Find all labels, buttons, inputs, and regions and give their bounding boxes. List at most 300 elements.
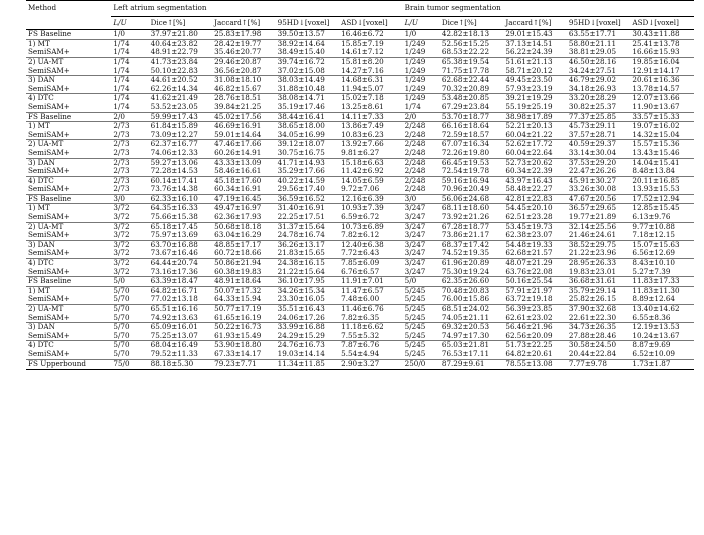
- method-cell: FS Upperbound: [26, 359, 111, 370]
- la-asd-cell: 15.85±7.19: [339, 39, 403, 48]
- bt-lu-cell: 1/249: [403, 39, 440, 48]
- la-asd-cell: 6.76±6.57: [341, 267, 380, 276]
- la-dice-cell: 63.70±16.88: [149, 240, 213, 249]
- bt-jaccard-cell: 60.04±21.22: [505, 130, 553, 139]
- method-cell: 1) MT: [26, 204, 111, 213]
- bt-asd-cell: 8.43±10.10: [630, 259, 694, 268]
- la-jaccard-cell: 79.23±7.71: [212, 359, 276, 370]
- la-lu-cell: 2/73: [111, 176, 148, 185]
- bt-hd95-cell: 40.59±29.37: [567, 140, 631, 149]
- bt-hd95-cell: 37.90±32.68: [567, 305, 631, 314]
- la-jaccard-cell: 25.83±17.98: [212, 30, 276, 40]
- bt-dice-cell: 72.59±18.57: [441, 130, 490, 139]
- la-dice-header: Dice↑[%]: [150, 17, 186, 27]
- method-cell: SemiSAM+: [28, 331, 70, 340]
- bt-asd-cell: 6.13±9.76: [632, 213, 671, 222]
- table-row: [26, 158, 694, 167]
- bt-jaccard-cell: 60.34±22.39: [505, 167, 553, 176]
- bt-lu-cell: 3/247: [403, 222, 440, 231]
- bt-jaccard-cell: 52.21±20.13: [503, 122, 567, 131]
- la-dice-cell: 75.25±13.07: [150, 331, 198, 340]
- la-hd95-cell: 36.26±13.17: [276, 240, 340, 249]
- la-jaccard-cell: 59.01±14.64: [214, 130, 262, 139]
- group-header-row: [26, 1, 694, 17]
- bt-asd-cell: 13.43±15.46: [632, 148, 680, 157]
- bt-hd95-cell: 32.14±25.56: [567, 222, 631, 231]
- bt-dice-cell: 65.38±19.54: [440, 57, 504, 66]
- bt-asd-cell: 13.78±14.57: [632, 84, 680, 93]
- la-asd-header: ASD↓[voxel]: [341, 17, 388, 27]
- la-asd-cell: 2.90±3.27: [339, 359, 403, 370]
- bt-hd95-cell: 77.37±25.85: [567, 112, 631, 122]
- bt-asd-cell: 11.83±17.33: [630, 277, 694, 287]
- bt-jaccard-cell: 49.45±23.50: [503, 76, 567, 85]
- table-row: [26, 67, 694, 76]
- bt-asd-cell: 19.85±16.04: [630, 57, 694, 66]
- table-row: [26, 332, 694, 341]
- la-hd95-cell: 21.83±15.65: [277, 249, 325, 258]
- la-dice-cell: 73.09±12.27: [150, 130, 198, 139]
- la-jaccard-cell: 36.56±20.87: [214, 66, 262, 75]
- bt-lu-cell: 2/248: [403, 158, 440, 167]
- table-row: [26, 240, 694, 249]
- la-dice-cell: 74.06±12.33: [150, 148, 198, 157]
- bt-dice-cell: 67.29±23.84: [441, 102, 490, 111]
- la-dice-cell: 50.10±22.83: [150, 66, 198, 75]
- la-lu-cell: 3/72: [111, 204, 148, 213]
- bt-hd95-cell: 34.73±26.35: [567, 323, 631, 332]
- bt-hd95-cell: 47.67±20.56: [567, 194, 631, 204]
- bt-asd-cell: 15.57±15.36: [630, 140, 694, 149]
- la-lu-cell: 3/72: [111, 240, 148, 249]
- la-dice-cell: 53.52±23.05: [150, 102, 198, 111]
- table-row: [26, 76, 694, 85]
- table-row: [26, 122, 694, 131]
- la-hd95-cell: 24.78±16.74: [277, 231, 325, 240]
- bt-asd-header: ASD↓[voxel]: [632, 17, 679, 27]
- la-hd95-cell: 11.34±11.85: [276, 359, 340, 370]
- table-row: [26, 204, 694, 213]
- table-row: [26, 176, 694, 185]
- la-hd95-cell: 38.92±14.64: [276, 39, 340, 48]
- la-jaccard-cell: 48.85±17.17: [212, 240, 276, 249]
- bt-jaccard-cell: 50.16±25.54: [503, 277, 567, 287]
- bt-hd95-cell: 45.73±29.11: [567, 122, 631, 131]
- la-dice-cell: 75.66±15.38: [150, 213, 198, 222]
- la-jaccard-cell: 31.08±18.10: [212, 76, 276, 85]
- la-asd-cell: 14.27±7.16: [341, 66, 384, 75]
- method-cell: SemiSAM+: [28, 295, 70, 304]
- bt-asd-cell: 11.90±13.67: [632, 102, 680, 111]
- brain-tumor-title: Brain tumor segmentation: [403, 1, 694, 17]
- method-cell: FS Baseline: [26, 277, 111, 287]
- la-asd-cell: 14.11±7.33: [339, 112, 403, 122]
- bt-lu-cell: 1/249: [403, 76, 440, 85]
- bt-asd-cell: 6.52±10.09: [632, 349, 675, 358]
- la-asd-cell: 5.54±4.94: [341, 349, 380, 358]
- bt-dice-cell: 68.53±22.22: [441, 48, 490, 57]
- la-jaccard-cell: 53.90±18.80: [212, 341, 276, 350]
- la-lu-cell: 5/70: [111, 341, 148, 350]
- la-dice-cell: 65.18±17.45: [149, 222, 213, 231]
- bt-asd-cell: 20.11±16.85: [630, 176, 694, 185]
- bt-lu-cell: 2/248: [403, 122, 440, 131]
- table-row: [26, 57, 694, 66]
- bt-asd-cell: 16.66±15.93: [632, 48, 680, 57]
- bt-hd95-cell: 36.68±31.61: [567, 277, 631, 287]
- la-dice-cell: 41.73±23.84: [149, 57, 213, 66]
- la-hd95-cell: 29.56±17.40: [277, 185, 325, 194]
- bt-dice-cell: 75.30±19.24: [441, 267, 490, 276]
- method-cell: 1) MT: [26, 122, 111, 131]
- bt-jaccard-cell: 62.61±23.02: [505, 313, 553, 322]
- bt-lu-cell: 1/249: [404, 48, 426, 57]
- method-cell: SemiSAM+: [28, 130, 70, 139]
- bt-asd-cell: 14.32±15.04: [632, 130, 680, 139]
- la-asd-cell: 14.05±6.59: [339, 176, 403, 185]
- la-hd95-cell: 38.65±18.00: [276, 122, 340, 131]
- method-cell: 3) DAN: [26, 240, 111, 249]
- la-jaccard-cell: 45.02±17.56: [212, 112, 276, 122]
- table-row: [26, 341, 694, 350]
- la-lu-cell: 3/72: [113, 213, 130, 222]
- bt-lu-cell: 3/247: [404, 231, 426, 240]
- la-jaccard-cell: 50.68±18.18: [212, 222, 276, 231]
- bt-lu-cell: 2/248: [404, 185, 426, 194]
- method-cell: SemiSAM+: [28, 167, 70, 176]
- table-row: [26, 94, 694, 103]
- bt-hd95-cell: 30.82±25.37: [568, 102, 617, 111]
- table-row: [26, 305, 694, 314]
- la-asd-cell: 7.55±5.32: [341, 331, 380, 340]
- la-hd95-cell: 35.19±17.46: [277, 102, 325, 111]
- la-dice-cell: 68.04±16.49: [149, 341, 213, 350]
- la-asd-cell: 7.85±6.09: [339, 259, 403, 268]
- bt-lu-cell: 1/0: [403, 30, 440, 40]
- bt-lu-cell: 2/248: [404, 130, 426, 139]
- method-cell: 3) DAN: [26, 323, 111, 332]
- bt-lu-cell: 5/245: [404, 313, 426, 322]
- bt-jaccard-cell: 64.82±20.61: [505, 349, 553, 358]
- bt-jaccard-cell: 62.51±23.28: [505, 213, 553, 222]
- table-row: [26, 131, 694, 140]
- la-dice-cell: 62.26±14.34: [150, 84, 198, 93]
- la-dice-cell: 64.82±16.71: [149, 286, 213, 295]
- bt-hd95-cell: 20.44±22.84: [568, 349, 617, 358]
- method-cell: SemiSAM+: [28, 84, 70, 93]
- table-row: [26, 167, 694, 176]
- la-asd-cell: 10.93±7.39: [339, 204, 403, 213]
- bt-hd95-cell: 21.22±23.96: [568, 249, 617, 258]
- method-cell: SemiSAM+: [28, 185, 70, 194]
- bt-lu-cell: 3/247: [404, 249, 426, 258]
- la-asd-cell: 11.94±5.07: [341, 84, 384, 93]
- bt-dice-cell: 68.37±17.42: [440, 240, 504, 249]
- bt-hd95-cell: 45.91±30.27: [567, 176, 631, 185]
- bt-lu-cell: 5/245: [404, 349, 426, 358]
- bt-jaccard-cell: 29.01±15.43: [503, 30, 567, 40]
- method-cell: 4) DTC: [26, 94, 111, 103]
- bt-asd-cell: 15.07±15.63: [630, 240, 694, 249]
- bt-dice-cell: 72.26±19.80: [441, 148, 490, 157]
- la-asd-cell: 11.91±7.01: [339, 277, 403, 287]
- bt-jaccard-cell: 42.81±22.83: [503, 194, 567, 204]
- method-cell: FS Baseline: [26, 112, 111, 122]
- la-hd95-cell: 24.29±15.29: [277, 331, 325, 340]
- bt-lu-header: L/U: [404, 17, 418, 27]
- bt-jaccard-cell: 62.38±23.07: [505, 231, 553, 240]
- method-cell: 4) DTC: [26, 176, 111, 185]
- la-lu-cell: 5/0: [111, 277, 148, 287]
- method-cell: SemiSAM+: [28, 267, 70, 276]
- la-jaccard-cell: 60.38±19.83: [214, 267, 262, 276]
- bt-dice-header: Dice↑[%]: [441, 17, 477, 27]
- la-dice-cell: 59.99±17.43: [149, 112, 213, 122]
- la-hd95-cell: 31.88±10.48: [277, 84, 325, 93]
- bt-lu-cell: 5/245: [404, 331, 426, 340]
- la-lu-cell: 75/0: [111, 359, 148, 370]
- la-asd-cell: 9.81±6.27: [341, 148, 380, 157]
- bt-asd-cell: 17.52±12.94: [630, 194, 694, 204]
- la-asd-cell: 9.72±7.06: [341, 185, 380, 194]
- bt-jaccard-cell: 37.13±14.51: [503, 39, 567, 48]
- la-lu-cell: 1/74: [111, 94, 148, 103]
- la-hd95-cell: 41.71±14.93: [276, 158, 340, 167]
- table-row: [26, 268, 694, 277]
- bt-jaccard-cell: 56.39±23.85: [503, 305, 567, 314]
- bt-jaccard-cell: 51.73±22.25: [503, 341, 567, 350]
- la-hd95-cell: 19.03±14.14: [277, 349, 325, 358]
- method-cell: 1) MT: [26, 39, 111, 48]
- bt-dice-cell: 70.48±20.83: [440, 286, 504, 295]
- la-lu-header: L/U: [113, 17, 127, 27]
- bt-asd-cell: 19.07±16.02: [630, 122, 694, 131]
- la-jaccard-cell: 45.18±17.60: [212, 176, 276, 185]
- bt-lu-cell: 2/248: [404, 148, 426, 157]
- la-jaccard-cell: 50.07±17.32: [212, 286, 276, 295]
- la-dice-cell: 88.18±5.30: [149, 359, 213, 370]
- la-dice-cell: 64.35±16.33: [149, 204, 213, 213]
- bt-lu-cell: 5/245: [403, 305, 440, 314]
- la-hd95-cell: 34.05±16.99: [277, 130, 325, 139]
- bt-dice-cell: 76.53±17.11: [441, 349, 490, 358]
- bt-dice-cell: 61.96±20.89: [440, 259, 504, 268]
- bt-dice-cell: 73.86±21.17: [441, 231, 490, 240]
- method-cell: FS Baseline: [26, 194, 111, 204]
- la-dice-cell: 59.27±13.06: [149, 158, 213, 167]
- la-jaccard-cell: 61.65±16.19: [214, 313, 262, 322]
- la-jaccard-cell: 47.19±16.45: [212, 194, 276, 204]
- bt-lu-cell: 3/247: [403, 240, 440, 249]
- la-hd95-cell: 24.76±16.73: [276, 341, 340, 350]
- la-hd95-cell: 30.75±16.75: [277, 148, 325, 157]
- la-lu-cell: 3/72: [113, 231, 130, 240]
- la-jaccard-cell: 48.91±18.64: [212, 277, 276, 287]
- bt-asd-cell: 33.57±15.33: [630, 112, 694, 122]
- la-asd-cell: 11.47±6.57: [339, 286, 403, 295]
- la-asd-cell: 16.46±6.72: [339, 30, 403, 40]
- bt-hd95-cell: 38.52±29.75: [567, 240, 631, 249]
- table-row: [26, 222, 694, 231]
- la-lu-cell: 1/74: [111, 57, 148, 66]
- bt-lu-cell: 5/245: [403, 286, 440, 295]
- bt-asd-cell: 12.91±14.17: [632, 66, 680, 75]
- bt-lu-cell: 3/247: [404, 213, 426, 222]
- method-cell: SemiSAM+: [28, 48, 70, 57]
- la-dice-cell: 74.92±13.63: [150, 313, 198, 322]
- method-cell: SemiSAM+: [28, 349, 70, 358]
- la-asd-cell: 12.16±6.39: [339, 194, 403, 204]
- table-row: [26, 185, 694, 194]
- bt-jaccard-cell: 55.19±25.19: [505, 102, 553, 111]
- bt-dice-cell: 74.05±21.11: [441, 313, 490, 322]
- method-cell: 3) DAN: [26, 76, 111, 85]
- column-header-row: [26, 16, 694, 30]
- bt-lu-cell: 5/245: [403, 323, 440, 332]
- results-table-container: [26, 0, 694, 370]
- la-jaccard-cell: 63.04±16.29: [214, 231, 262, 240]
- la-jaccard-cell: 50.86±21.94: [212, 259, 276, 268]
- la-lu-cell: 5/70: [113, 349, 130, 358]
- bt-dice-cell: 56.06±24.68: [440, 194, 504, 204]
- la-jaccard-cell: 58.46±16.61: [214, 167, 262, 176]
- bt-hd95-cell: 38.81±29.05: [568, 48, 617, 57]
- bt-hd95-cell: 19.83±23.01: [568, 267, 617, 276]
- bt-dice-cell: 73.92±21.26: [441, 213, 490, 222]
- la-hd95-cell: 36.10±17.95: [276, 277, 340, 287]
- bt-lu-cell: 1/249: [403, 94, 440, 103]
- bt-hd95-cell: 30.58±24.50: [567, 341, 631, 350]
- bt-dice-cell: 69.32±20.53: [440, 323, 504, 332]
- la-asd-cell: 11.42±6.92: [341, 167, 384, 176]
- method-cell: SemiSAM+: [28, 66, 70, 75]
- bt-lu-cell: 2/0: [403, 112, 440, 122]
- bt-dice-cell: 74.52±19.35: [441, 249, 490, 258]
- la-lu-cell: 5/70: [111, 286, 148, 295]
- bt-lu-cell: 250/0: [403, 359, 440, 370]
- table-row: [26, 39, 694, 48]
- la-hd95-cell: 37.02±15.08: [277, 66, 325, 75]
- la-lu-cell: 2/73: [113, 185, 130, 194]
- bt-hd95-cell: 58.80±21.11: [567, 39, 631, 48]
- bt-hd95-cell: 25.82±26.15: [568, 295, 617, 304]
- bt-asd-cell: 10.24±13.67: [632, 331, 680, 340]
- table-row: [26, 295, 694, 304]
- bt-lu-cell: 1/249: [404, 66, 426, 75]
- la-asd-cell: 11.18±6.62: [339, 323, 403, 332]
- table-row: [26, 140, 694, 149]
- la-asd-cell: 7.82±6.35: [341, 313, 380, 322]
- la-dice-cell: 40.64±23.82: [149, 39, 213, 48]
- la-jaccard-cell: 28.76±18.51: [212, 94, 276, 103]
- bt-asd-cell: 12.85±15.45: [630, 204, 694, 213]
- la-hd95-cell: 31.37±15.64: [276, 222, 340, 231]
- bt-dice-cell: 53.70±18.77: [440, 112, 504, 122]
- bt-hd95-cell: 33.20±28.29: [567, 94, 631, 103]
- bt-jaccard-cell: 52.62±17.72: [503, 140, 567, 149]
- bt-jaccard-cell: 63.76±22.08: [505, 267, 553, 276]
- la-lu-cell: 5/70: [113, 295, 130, 304]
- method-cell: 2) UA-MT: [26, 305, 111, 314]
- bt-lu-cell: 3/0: [403, 194, 440, 204]
- bt-hd95-cell: 33.14±30.04: [568, 148, 617, 157]
- table-row: [26, 213, 694, 222]
- la-dice-cell: 73.76±14.38: [150, 185, 198, 194]
- bt-asd-cell: 6.56±12.69: [632, 249, 675, 258]
- bt-jaccard-cell: 39.21±19.29: [503, 94, 567, 103]
- method-cell: SemiSAM+: [28, 249, 70, 258]
- bt-hd95-cell: 19.77±21.89: [568, 213, 617, 222]
- la-hd95-cell: 33.99±16.88: [276, 323, 340, 332]
- la-jaccard-cell: 60.72±18.66: [214, 249, 262, 258]
- la-hd95-cell: 23.30±16.05: [277, 295, 325, 304]
- bt-dice-cell: 59.16±16.94: [440, 176, 504, 185]
- bt-hd95-cell: 22.47±26.26: [568, 167, 617, 176]
- la-dice-cell: 64.44±20.74: [149, 259, 213, 268]
- bt-dice-cell: 52.56±15.25: [440, 39, 504, 48]
- bt-jaccard-header: Jaccard↑[%]: [505, 17, 552, 27]
- la-jaccard-cell: 50.77±17.19: [212, 305, 276, 314]
- bt-hd95-cell: 37.57±28.71: [568, 130, 617, 139]
- la-dice-cell: 75.97±13.69: [150, 231, 198, 240]
- la-lu-cell: 1/74: [113, 66, 130, 75]
- la-lu-cell: 3/72: [111, 222, 148, 231]
- la-hd95-cell: 38.03±14.49: [276, 76, 340, 85]
- bt-lu-cell: 3/247: [403, 259, 440, 268]
- bt-asd-cell: 30.43±11.88: [630, 30, 694, 40]
- la-lu-cell: 2/0: [111, 112, 148, 122]
- la-asd-cell: 7.82±6.12: [341, 231, 380, 240]
- la-hd95-cell: 36.59±16.52: [276, 194, 340, 204]
- la-jaccard-cell: 50.22±16.73: [212, 323, 276, 332]
- la-jaccard-cell: 43.33±13.09: [212, 158, 276, 167]
- table-row: [26, 85, 694, 94]
- la-dice-cell: 79.52±11.33: [150, 349, 198, 358]
- la-lu-cell: 1/74: [111, 39, 148, 48]
- method-cell: SemiSAM+: [28, 231, 70, 240]
- la-jaccard-cell: 28.42±19.77: [212, 39, 276, 48]
- la-asd-cell: 13.92±7.66: [339, 140, 403, 149]
- la-jaccard-cell: 61.93±15.49: [214, 331, 262, 340]
- la-asd-cell: 14.68±6.31: [339, 76, 403, 85]
- method-cell: SemiSAM+: [28, 102, 70, 111]
- bt-asd-cell: 9.77±10.88: [630, 222, 694, 231]
- la-hd95-cell: 31.40±16.91: [276, 204, 340, 213]
- bt-jaccard-cell: 43.97±16.43: [503, 176, 567, 185]
- bt-dice-cell: 87.29±9.61: [440, 359, 504, 370]
- la-dice-cell: 37.97±21.80: [149, 30, 213, 40]
- la-lu-cell: 2/73: [111, 140, 148, 149]
- bt-asd-cell: 14.04±15.41: [630, 158, 694, 167]
- bt-dice-cell: 68.11±18.60: [440, 204, 504, 213]
- bt-hd95-cell: 34.24±27.51: [568, 66, 617, 75]
- table-row: [26, 350, 694, 359]
- bt-dice-cell: 66.16±18.64: [440, 122, 504, 131]
- la-asd-cell: 6.59±6.72: [341, 213, 380, 222]
- la-dice-cell: 63.39±18.47: [149, 277, 213, 287]
- bt-dice-cell: 67.28±18.77: [440, 222, 504, 231]
- la-dice-cell: 65.09±16.01: [149, 323, 213, 332]
- la-hd95-cell: 40.22±14.59: [276, 176, 340, 185]
- la-hd95-cell: 39.74±16.72: [276, 57, 340, 66]
- la-dice-cell: 61.84±15.89: [149, 122, 213, 131]
- bt-hd95-cell: 33.26±30.08: [568, 185, 617, 194]
- table-row: [26, 277, 694, 287]
- la-dice-cell: 77.02±13.18: [150, 295, 198, 304]
- bt-asd-cell: 12.07±13.66: [630, 94, 694, 103]
- bt-lu-cell: 5/245: [404, 295, 426, 304]
- bt-lu-cell: 3/247: [403, 204, 440, 213]
